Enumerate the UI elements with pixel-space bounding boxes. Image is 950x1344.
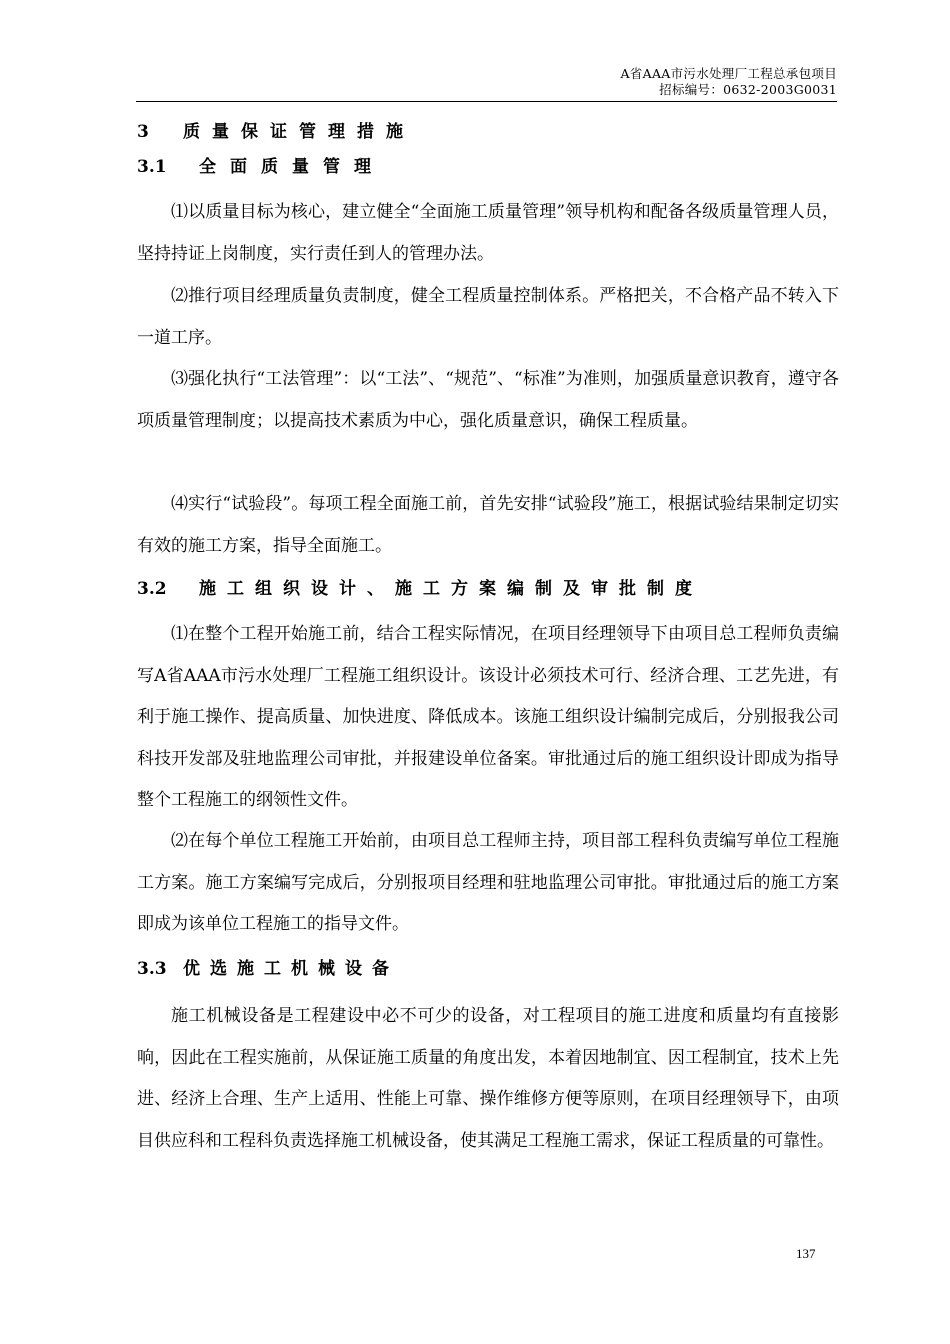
section-title: 全面质量管理 (199, 157, 385, 177)
paragraph: ⑵在每个单位工程施工开始前，由项目总工程师主持，项目部工程科负责编写单位工程施工方案。施工方案编写完成后，分别报项目经理和驻地监理公司审批。审批通过后的施工方案即成为该单位工程施工的指导文件。 (137, 831, 839, 934)
section-number: 3.3 (137, 959, 167, 979)
page-number: 137 (796, 1246, 816, 1261)
paragraph: ⑶强化执行“工法管理”：以“工法”、“规范”、“标准”为准则，加强质量意识教育，遵守各项质量管理制度；以提高技术素质为中心，强化质量意识，确保工程质量。 (137, 369, 839, 431)
paragraph: ⑵推行项目经理质量负责制度，健全工程质量控制体系。严格把关，不合格产品不转入下一道工序。 (137, 286, 839, 348)
section-number: 3 (137, 122, 149, 142)
paragraph: ⑷实行“试验段”。每项工程全面施工前，首先安排“试验段”施工，根据试验结果制定切实有效的施工方案，指导全面施工。 (137, 494, 839, 556)
page-header (620, 66, 837, 98)
paragraph: 施工机械设备是工程建设中必不可少的设备，对工程项目的施工进度和质量均有直接影响，因此在工程实施前，从保证施工质量的角度出发，本着因地制宜、因工程制宜，技术上先进、经济上合理、生产上适用、性能上可靠、操作维修方便等原则，在项目经理领导下，由项目供应科和工程科负责选择施工机械设备，使其满足工程施工需求，保证工程质量的可靠性。 (137, 1006, 839, 1151)
section-heading-3-2 (137, 574, 703, 599)
section-heading-3-1 (137, 152, 385, 177)
header-divider (136, 101, 837, 102)
section-number: 3.1 (137, 157, 167, 177)
section-heading-3 (137, 117, 415, 142)
section-title: 优选施工机械设备 (183, 959, 399, 979)
paragraph: ⑴在整个工程开始施工前，结合工程实际情况，在项目经理领导下由项目总工程师负责编写A省AAA市污水处理厂工程施工组织设计。该设计必须技术可行、经济合理、工艺先进，有利于施工操作、提高质量、加快进度、降低成本。该施工组织设计编制完成后，分别报我公司科技开发部及驻地监理公司审批，并报建设单位备案。审批通过后的施工组织设计即成为指导整个工程施工的纲领性文件。 (137, 624, 839, 810)
header-bid-number: 招标编号：0632-2003G0031 (659, 82, 837, 97)
paragraph: ⑴以质量目标为核心，建立健全“全面施工质量管理”领导机构和配备各级质量管理人员，坚持持证上岗制度，实行责任到人的管理办法。 (137, 202, 839, 264)
section-title: 质量保证管理措施 (183, 122, 415, 142)
header-project-title: A省AAA市污水处理厂工程总承包项目 (620, 66, 837, 81)
section-title: 施工组织设计、施工方案编制及审批制度 (199, 579, 703, 599)
section-number: 3.2 (137, 579, 167, 599)
section-heading-3-3 (137, 954, 399, 979)
